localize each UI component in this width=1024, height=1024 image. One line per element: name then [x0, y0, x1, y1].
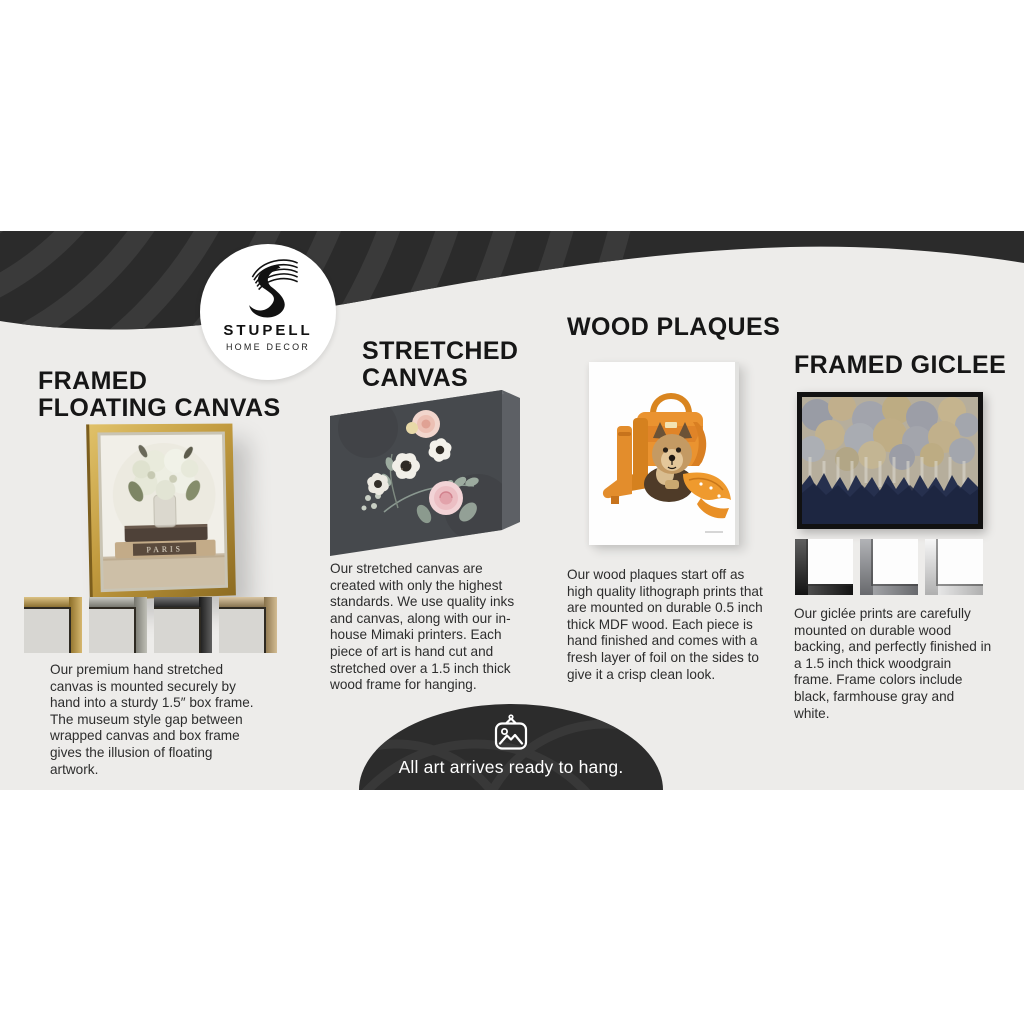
frame-corner-swatch-silver [89, 597, 147, 653]
giclee-description: Our giclée prints are carefully mounted on durable wood backing, and perfectly finished in a 1.5 inch thick woodgrain frame. Frame colors include black, farmhouse gray and white. [794, 606, 992, 721]
frame-corner-swatch-light-gold [219, 597, 277, 653]
frame-corner-swatch-gold [24, 597, 82, 653]
framed-giclee-product-image [797, 392, 983, 529]
giclee-frame-swatches [795, 539, 983, 595]
footer-message: All art arrives ready to hang. [398, 757, 624, 777]
wood-description: Our wood plaques start off as high quality lithograph prints that are mounted on durable 0.5 inch thick MDF wood. Each piece is hand finished and comes with a fresh layer of foil on the sides to give it a crisp clean look. [567, 567, 763, 682]
ready-to-hang-icon [489, 714, 533, 754]
dog-and-bag-art [589, 362, 739, 545]
brand-logo [200, 244, 336, 380]
floating-frame-swatches [24, 597, 277, 653]
floating-description: Our premium hand stretched canvas is mounted securely by hand into a sturdy 1.5″ box frame. The museum style gap between wrapped canvas and box frame gives the illusion of floating artwork. [50, 662, 254, 777]
frame-corner-swatch-white [925, 539, 983, 595]
content-band [0, 231, 1024, 790]
hydrangea-paris-art [101, 435, 226, 590]
svg-text:PARIS: PARIS [146, 544, 184, 555]
brand-logo-swoosh-icon [229, 252, 307, 324]
wood-plaque-product-image [589, 362, 739, 545]
frame-corner-swatch-black [154, 597, 212, 653]
stretched-description: Our stretched canvas are created with only the highest standards. We use quality inks and canvas, along with our in-house Mimaki printers. Each piece of art is hand cut and stretched over a 1.5 inch thick wood frame for hanging. [330, 561, 515, 693]
brand-tagline: HOME DECOR [225, 342, 310, 352]
top-wave-band [0, 231, 1024, 341]
section-title-giclee: FRAMED GICLEE [794, 351, 1007, 379]
brand-name: STUPELL [223, 322, 313, 339]
floating-canvas-product-image [86, 424, 236, 601]
section-title-wood: WOOD PLAQUES [567, 313, 781, 341]
frame-corner-swatch-black [795, 539, 853, 595]
abstract-forest-art [802, 397, 978, 524]
section-title-stretched: STRETCHED CANVAS [362, 337, 519, 392]
frame-corner-swatch-farmhouse-gray [860, 539, 918, 595]
stretched-canvas-product-image [328, 388, 524, 560]
section-title-floating: FRAMED FLOATING CANVAS [38, 367, 281, 422]
